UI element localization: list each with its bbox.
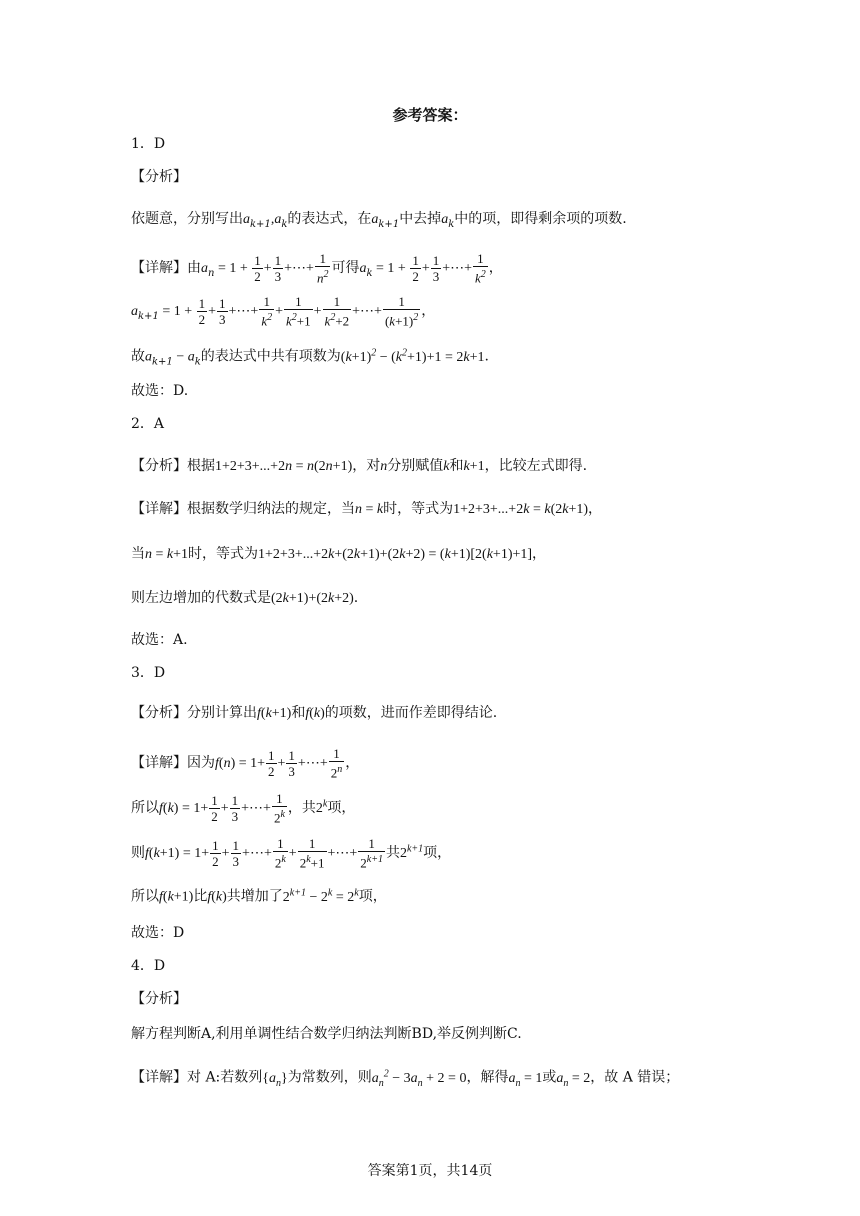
page-title: 参考答案： xyxy=(392,106,468,124)
q4-detail-line1: 【详解】对 A:若数列$\{a_n\}$为常数列，则$a_n^2 - 3a_n + 2 = 0$，解得$a_n = 1$或$a_n = 2$，故 A 错误； xyxy=(131,1068,680,1089)
q1-choice: 故选：D. xyxy=(131,383,189,399)
q4-analysis-text: 解方程判断A,利用单调性结合数学归纳法判断BD,举反例判断C. xyxy=(131,1026,522,1042)
q1-label: 1．D xyxy=(131,136,166,152)
q3-choice: 故选：D xyxy=(131,925,185,941)
q2-detail-line1: 【详解】根据数学归纳法的规定，当n = k时，等式为1+2+3+...+2k = k(2k+1)， xyxy=(131,501,603,517)
q3-detail-line4: 所以f(k+1)比f(k)共增加了$2^{k+1} - 2^k = 2^k$项， xyxy=(131,887,387,905)
page-footer: 答案第1页，共14页 xyxy=(367,1163,493,1179)
q2-detail-line2: 当n = k+1时，等式为1+2+3+...+2k+(2k+1)+(2k+2) = (k+1)[2(k+1)+1]， xyxy=(131,546,547,562)
q4-label: 4．D xyxy=(131,958,166,974)
q4-analysis-tag: 【分析】 xyxy=(131,991,187,1007)
q3-label: 3．D xyxy=(131,665,166,681)
q2-detail-line3: 则左边增加的代数式是(2k+1)+(2k+2). xyxy=(131,590,359,606)
q1-analysis-tag: 【分析】 xyxy=(131,169,187,185)
q2-analysis-line: 【分析】根据1+2+3+...+2n = n(2n+1)，对n分别赋值k和k+1，比较左式即得. xyxy=(131,458,588,474)
q3-detail-line3: 则f(k+1) = 1+ $\frac{1}{2}$ + $\frac{1}{3}$ +⋯+ $\frac{1}{2^k}$ + $\frac{1}{2^k+1}$ +⋯+ $\frac{1}{2^{k+1}}$ 共$2^{k+1}$项， xyxy=(131,836,452,871)
q3-detail-line1: 【详解】因为f(n) = 1+ $\frac{1}{2}$ + $\frac{1}{3}$ +⋯+ $\frac{1}{2^n}$ ， xyxy=(131,746,360,781)
q2-choice: 故选：A. xyxy=(131,632,188,648)
q1-detail-line2: $a_{k+1} = 1$ + $\frac{1}{2}$ + $\frac{1}{3}$ +⋯+ $\frac{1}{k^2}$ + $\frac{1}{k^2+1}$ + $\frac{1}{k^2+2}$ +⋯+ $\frac{1}{(k+1)^2}$ ， xyxy=(131,294,436,329)
q1-detail-line3: 故$a_{k+1} - a_k$的表达式中共有项数为$(k+1)^2 - (k^2+1)+1 = 2k+1$. xyxy=(131,347,489,368)
q1-detail-line1: 【详解】由$a_n = 1$ + $\frac{1}{2}$ + $\frac{1}{3}$ +⋯+ $\frac{1}{n^2}$ 可得$a_k = 1$ + $\frac{1}{2}$ + $\frac{1}{3}$ +⋯+ $\frac{1}{k^2}$ ， xyxy=(131,251,503,286)
q1-analysis-text: 依题意，分别写出$a_{k+1},a_k$的表达式，在$a_{k+1}$中去掉$a_k$中的项，即得剩余项的项数. xyxy=(131,211,627,230)
q3-analysis-line: 【分析】分别计算出f(k+1)和f(k)的项数，进而作差即得结论. xyxy=(131,705,498,721)
q2-label: 2．A xyxy=(131,416,165,432)
q3-detail-line2: 所以f(k) = 1+ $\frac{1}{2}$ + $\frac{1}{3}$ +⋯+ $\frac{1}{2^k}$ ，共2$^k$项， xyxy=(131,791,356,826)
